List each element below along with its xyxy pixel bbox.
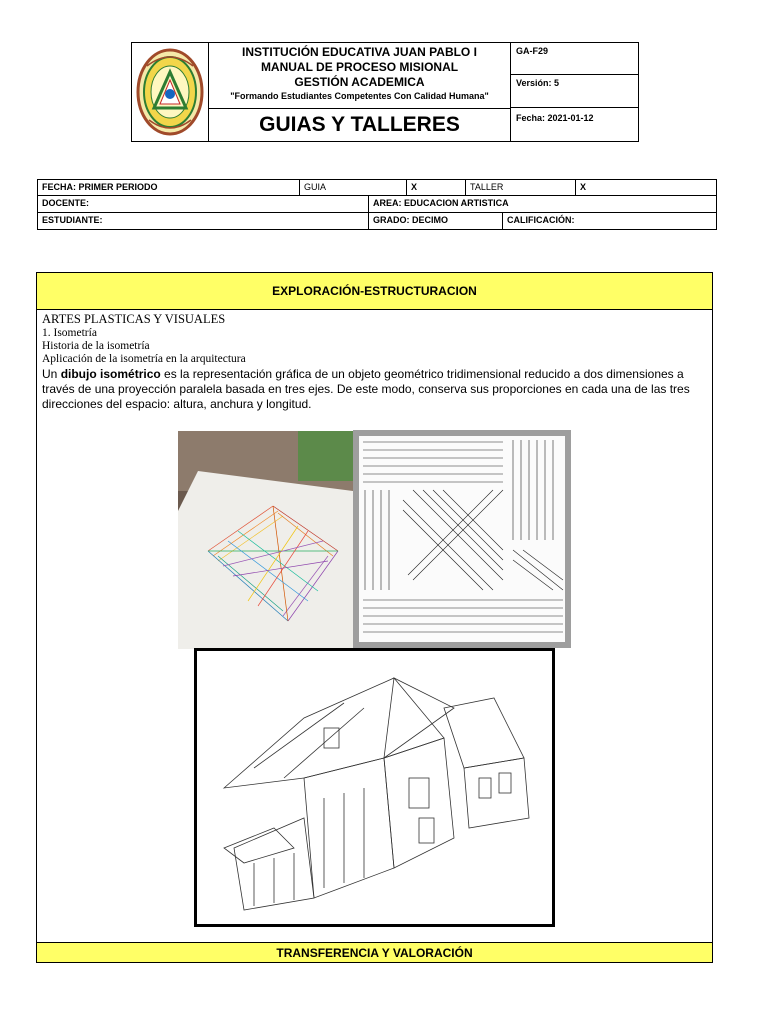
manual-name: MANUAL DE PROCESO MISIONAL	[260, 60, 459, 74]
isometric-house-drawing	[194, 648, 555, 927]
document-date: Fecha: 2021-01-12	[516, 112, 594, 123]
management-name: GESTIÓN ACADEMICA	[294, 75, 425, 89]
transfer-section-title: TRANSFERENCIA Y VALORACIÓN	[37, 942, 712, 962]
institution-name: INSTITUCIÓN EDUCATIVA JUAN PABLO I	[242, 45, 477, 59]
application-heading: Aplicación de la isometría en la arquitectura	[42, 353, 246, 365]
school-logo	[135, 46, 205, 138]
para-after: es la representación gráfica de un objeto geométrico tridimensional reducido a dos dimensiones a través de una proyección paralela basada en tres ejes. De este modo, conserva sus proporciones en cada una de las tres direcciones del espacio: altura, anchura y longitud.	[42, 367, 690, 411]
topic-heading: 1. Isometría	[42, 327, 97, 339]
taller-cell: TALLER	[466, 180, 576, 195]
taller-mark: X	[580, 182, 587, 192]
fecha-cell: FECHA: PRIMER PERIODO	[38, 180, 300, 195]
document-title: GUIAS Y TALLERES	[259, 113, 460, 136]
document-header	[131, 42, 639, 142]
guia-mark: X	[407, 180, 466, 195]
para-bold-term: dibujo isométrico	[60, 367, 161, 381]
section-title: EXPLORACIÓN-ESTRUCTURACION	[37, 273, 712, 310]
document-version: Versión: 5	[511, 75, 638, 107]
info-row-2	[38, 196, 716, 212]
section-content	[37, 310, 712, 414]
subject-heading: ARTES PLASTICAS Y VISUALES	[42, 312, 226, 326]
meta-cell	[511, 43, 638, 141]
estudiante-cell: ESTUDIANTE:	[38, 213, 369, 229]
grado-cell: GRADO: DECIMO	[369, 213, 503, 229]
para-before: Un	[42, 367, 61, 381]
docente-cell: DOCENTE:	[38, 196, 369, 211]
calificacion-cell: CALIFICACIÓN:	[507, 214, 575, 225]
info-row-3	[38, 213, 716, 229]
line-pattern-drawing	[353, 430, 571, 648]
logo-cell	[132, 43, 209, 141]
area-cell: AREA: EDUCACION ARTISTICA	[373, 198, 509, 209]
document-code: GA-F29	[511, 43, 638, 75]
institution-block	[209, 43, 510, 109]
history-heading: Historia de la isometría	[42, 340, 150, 352]
motto: "Formando Estudiantes Competentes Con Calidad Humana"	[230, 91, 489, 101]
definition-paragraph	[42, 367, 707, 412]
info-table	[37, 179, 717, 230]
info-row-1	[38, 180, 716, 196]
title-cell	[209, 43, 511, 141]
exploration-section	[36, 272, 713, 963]
string-art-photo	[178, 431, 353, 649]
guia-cell: GUIA	[300, 180, 407, 195]
